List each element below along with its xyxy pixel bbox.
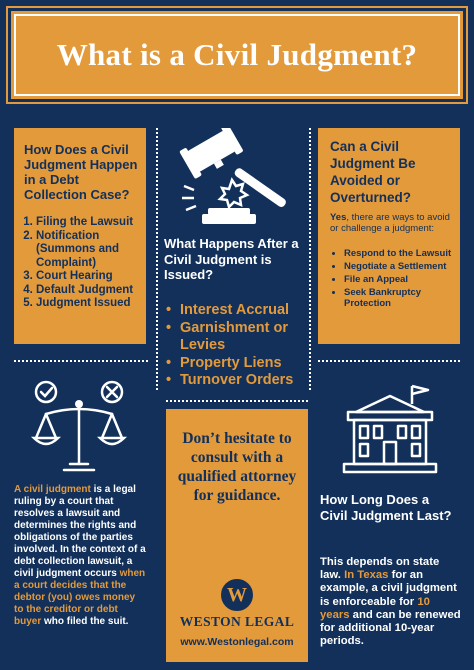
process-heading: How Does a Civil Judgment Happen in a Debt Collection Case?: [24, 142, 138, 202]
avoid-item: • Respond to the Lawsuit: [344, 248, 452, 259]
duration-body: This depends on state law.: [320, 556, 440, 582]
after-heading: What Happens After a Civil Judgment is Issued?: [164, 236, 299, 282]
duration-body: for an example, a civil judgment is enforceable for: [320, 569, 457, 608]
process-steps: [24, 216, 138, 311]
avoid-intro-bold: Yes: [330, 212, 347, 223]
divider: [309, 128, 311, 390]
definition-body: is a legal ruling by a court that resolves a lawsuit and determines the rights and obligations of the parties involved. In the context of a debt collection lawsuit, a civil judgment occurs: [14, 484, 146, 579]
title-banner: [14, 14, 460, 96]
divider: [14, 360, 148, 362]
definition-body: who filed the suit.: [41, 616, 129, 627]
definition-text: [14, 484, 146, 628]
step-item: 3. Court Hearing: [36, 270, 138, 284]
step-item: 5. Judgment Issued: [36, 297, 138, 311]
after-item: • Garnishment or Levies: [180, 320, 314, 355]
divider: [166, 400, 308, 402]
duration-highlight: 10 years: [320, 595, 430, 621]
step-item: 4. Default Judgment: [36, 284, 138, 298]
avoid-intro: [330, 212, 452, 234]
after-item: • Property Liens: [180, 355, 314, 373]
gavel-icon: [172, 128, 302, 228]
step-item: 2. Notification (Summons and Complaint): [36, 230, 138, 271]
after-item: • Interest Accrual: [180, 302, 314, 320]
divider: [156, 128, 158, 390]
duration-highlight: In Texas: [344, 569, 389, 582]
avoid-item: • File an Appeal: [344, 274, 452, 285]
after-item: • Turnover Orders: [180, 372, 314, 390]
duration-body: and can be renewed for additional 10-year periods.: [320, 608, 461, 648]
duration-heading: How Long Does a Civil Judgment Last?: [320, 492, 452, 523]
avoid-heading: Can a Civil Judgment Be Avoided or Overturned?: [330, 139, 416, 205]
logo-letter: W: [227, 583, 247, 606]
website-link[interactable]: www.Westonlegal.com: [180, 636, 294, 648]
avoid-list: [330, 248, 452, 309]
brand-name: WESTON LEGAL: [179, 614, 295, 629]
courthouse-icon: [334, 382, 446, 478]
avoid-item: • Negotiate a Settlement: [344, 261, 452, 272]
avoid-item: • Seek Bankruptcy Protection: [344, 287, 452, 309]
divider: [318, 360, 460, 362]
definition-highlight: A civil judgment: [14, 484, 91, 495]
duration-text: [320, 556, 462, 648]
after-list: [164, 302, 314, 390]
avoid-card: [318, 128, 460, 344]
step-item: 1. Filing the Lawsuit: [36, 216, 138, 230]
weston-logo: [219, 577, 255, 613]
page-title: What is a Civil Judgment?: [56, 37, 418, 72]
scales-of-justice-icon: [26, 378, 132, 478]
avoid-intro-rest: , there are ways to avoid or challenge a judgment:: [330, 212, 450, 234]
cta-text: Don’t hesitate to consult with a qualified attorney for guidance.: [177, 430, 297, 504]
process-card: [14, 128, 146, 344]
definition-highlight: when a court decides that the debtor (you) owes money to the creditor or debt buyer: [14, 568, 146, 627]
